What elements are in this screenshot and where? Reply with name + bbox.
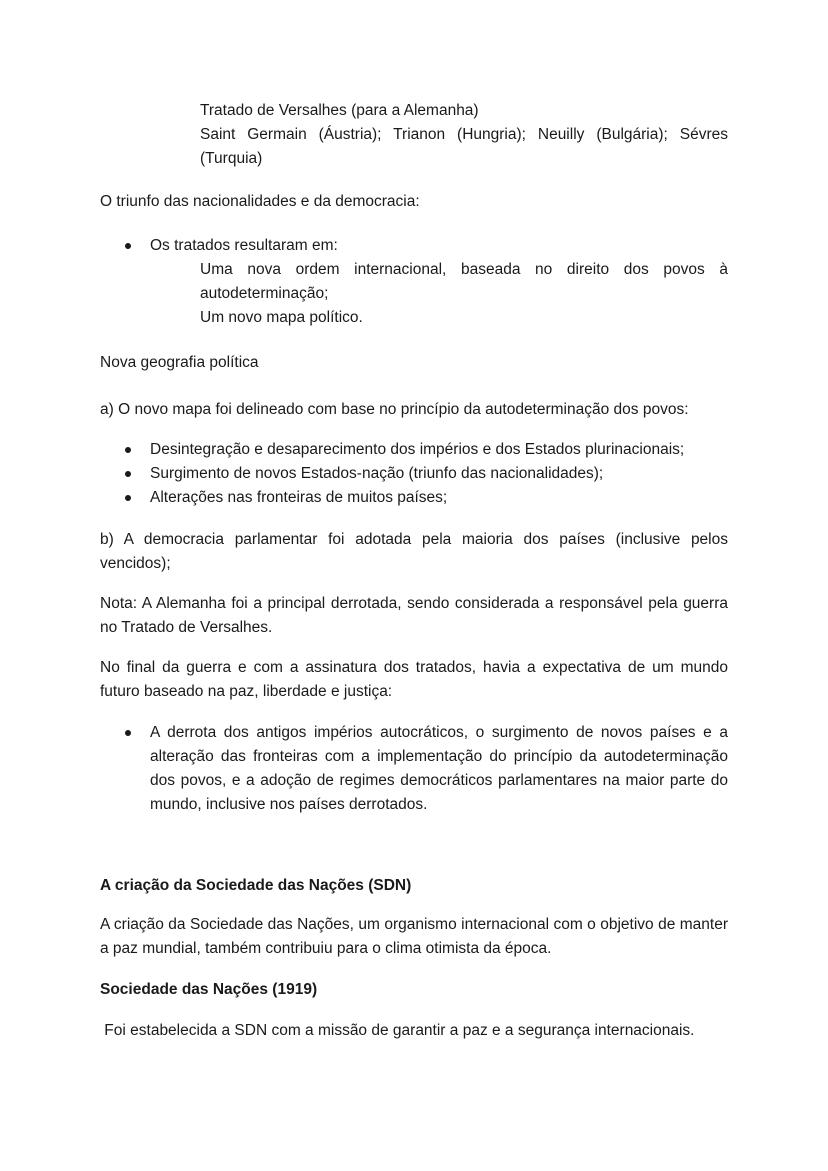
- geo-bullet: Alterações nas fronteiras de muitos países;: [100, 486, 728, 510]
- treaty-others: Saint Germain (Áustria); Trianon (Hungria); Neuilly (Bulgária); Sévres: [200, 126, 728, 143]
- triumph-bullet: Os tratados resultaram em:: [100, 234, 728, 258]
- sdn-heading: A criação da Sociedade das Nações (SDN): [100, 877, 412, 894]
- geo-end-war: No final da guerra e com a assinatura dos tratados, havia a expectativa de um mundo futuro baseado na paz, liberdade e justiça:: [100, 659, 728, 700]
- geo-bullet: Desintegração e desaparecimento dos impérios e dos Estados plurinacionais;: [100, 438, 728, 462]
- sdn-text: A criação da Sociedade das Nações, um organismo internacional com o objetivo de manter a paz mundial, também contribuiu para o clima otimista da época.: [100, 916, 728, 957]
- triumph-heading: O triunfo das nacionalidades e da democracia:: [100, 193, 420, 210]
- geo-end-bullet: A derrota dos antigos impérios autocráticos, o surgimento de novos países e a alteração das fronteiras com a implementação do princípio da autodeterminação dos povos, e a adoção de regimes democráticos parlamentares na maior parte do mundo, inclusive nos países derrotados.: [100, 721, 728, 817]
- geo-bullet-list: [100, 438, 728, 510]
- geo-item-a: a) O novo mapa foi delineado com base no princípio da autodeterminação dos povos:: [100, 401, 689, 418]
- treaty-others-cont: (Turquia): [200, 150, 263, 167]
- geo-bullet: Surgimento de novos Estados-nação (triunfo das nacionalidades);: [100, 462, 728, 486]
- triumph-bullet-list: [100, 234, 728, 258]
- triumph-sub-1: Uma nova ordem internacional, baseada no direito dos povos à: [200, 261, 728, 278]
- geo-heading: Nova geografia política: [100, 354, 259, 371]
- geo-note: Nota: A Alemanha foi a principal derrotada, sendo considerada a responsável pela guerra no Tratado de Versalhes.: [100, 595, 728, 636]
- geo-end-bullet-list: [100, 721, 728, 817]
- sdn-text-2: Foi estabelecida a SDN com a missão de garantir a paz e a segurança internacionais.: [100, 1022, 695, 1039]
- sdn-subheading: Sociedade das Nações (1919): [100, 981, 318, 998]
- triumph-sub-1-cont: autodeterminação;: [200, 285, 329, 302]
- treaty-versailles: Tratado de Versalhes (para a Alemanha): [200, 102, 479, 119]
- triumph-sub-2: Um novo mapa político.: [200, 309, 363, 326]
- geo-item-b: b) A democracia parlamentar foi adotada pela maioria dos países (inclusive pelos vencidos);: [100, 531, 728, 572]
